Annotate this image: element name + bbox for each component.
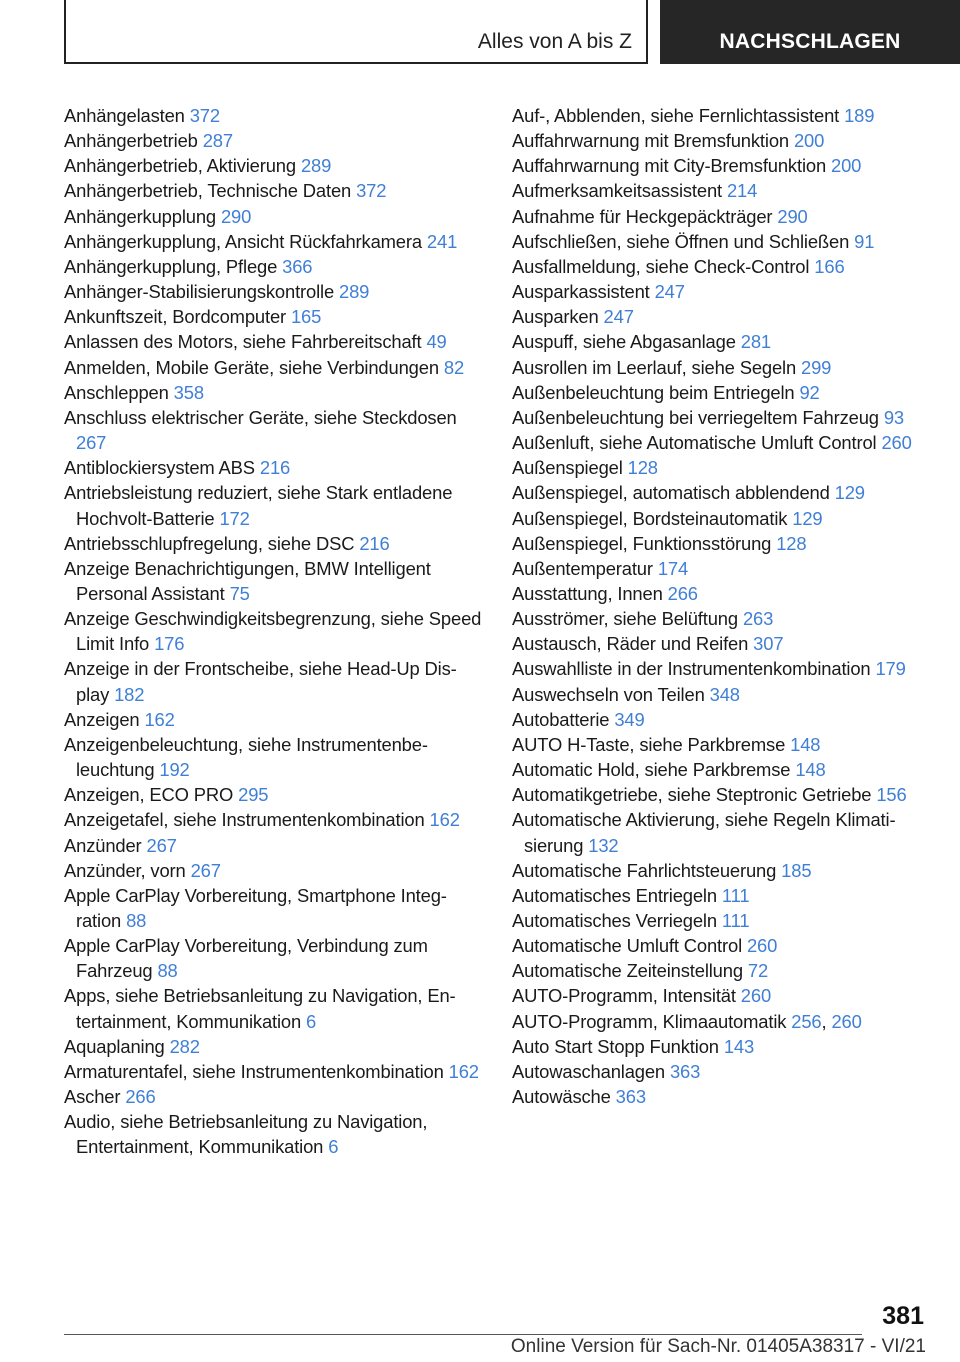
- index-entry: [64, 229, 482, 254]
- index-term: Automatikgetriebe, siehe Steptronic Getriebe: [512, 784, 872, 806]
- index-term: AUTO-Programm, Klimaautomatik: [512, 1010, 787, 1032]
- page-link[interactable]: 372: [356, 180, 387, 202]
- index-entry: [512, 355, 932, 380]
- index-term: Anzeigen, ECO PRO: [64, 784, 234, 806]
- index-term: Apple CarPlay Vorbereitung, Smartphone Integration: [64, 884, 447, 931]
- index-entry: [64, 279, 482, 304]
- index-entry: [512, 455, 932, 480]
- page-link[interactable]: 200: [793, 130, 825, 152]
- page-link[interactable]: 128: [776, 532, 807, 554]
- page-link[interactable]: 260: [740, 985, 772, 1007]
- page-link[interactable]: 216: [259, 457, 291, 479]
- index-term: Auto Start Stopp Funktion: [512, 1035, 719, 1057]
- index-term: Anzeige Benachrichtigungen, BMW Intelligent Personal Assistant: [64, 557, 431, 604]
- page-link[interactable]: 148: [795, 759, 826, 781]
- index-entry: [512, 656, 932, 681]
- index-term: Anhängerbetrieb, Technische Daten: [64, 180, 352, 202]
- page-link[interactable]: 176: [154, 633, 185, 655]
- page-link[interactable]: 260: [831, 1010, 862, 1032]
- page-link[interactable]: 348: [709, 683, 740, 705]
- index-term: Anzeige in der Frontscheibe, siehe Head-Up Display: [64, 658, 457, 705]
- page-link[interactable]: 290: [220, 205, 252, 227]
- index-entry: [512, 153, 932, 178]
- page-link[interactable]: 267: [190, 859, 221, 881]
- index-term: Ausstattung, Innen: [512, 582, 663, 604]
- index-entry: [64, 329, 482, 354]
- index-entry: [64, 883, 482, 933]
- index-term: Anhängerbetrieb: [64, 130, 198, 152]
- index-term: Ausströmer, siehe Belüftung: [512, 608, 738, 630]
- page-link[interactable]: 75: [229, 582, 250, 604]
- index-entry: [64, 833, 482, 858]
- index-entry: [64, 707, 482, 732]
- page-link[interactable]: 93: [883, 406, 904, 428]
- page-link[interactable]: 172: [219, 507, 250, 529]
- index-entry: [512, 178, 932, 203]
- index-entry: [512, 304, 932, 329]
- index-entry: [512, 480, 932, 505]
- section-title: Alles von A bis Z: [477, 30, 632, 53]
- index-entry: [512, 1034, 932, 1059]
- index-term: Außenbeleuchtung beim Entriegeln: [512, 381, 795, 403]
- page-number: 381: [882, 1302, 924, 1330]
- index-term: Automatisches Verriegeln: [512, 910, 717, 931]
- index-entry: [64, 782, 482, 807]
- index-term: Automatisches Entriegeln: [512, 884, 717, 906]
- page-link[interactable]: 260: [746, 935, 778, 957]
- index-term: Austausch, Räder und Reifen: [512, 633, 749, 655]
- page-link[interactable]: 132: [588, 834, 619, 856]
- index-entry: [512, 732, 932, 757]
- index-entry: [512, 254, 932, 279]
- page-link[interactable]: 282: [169, 1035, 200, 1057]
- index-entry: [64, 858, 482, 883]
- index-entry: [512, 581, 932, 606]
- index-term: Aufschließen, siehe Öffnen und Schließen: [512, 230, 850, 252]
- page-link[interactable]: 349: [614, 708, 645, 730]
- index-term: Anschluss elektrischer Geräte, siehe Steckdosen: [64, 406, 457, 428]
- page-link[interactable]: 260: [881, 432, 912, 454]
- index-entry: [512, 606, 932, 631]
- page-link[interactable]: 192: [159, 759, 190, 781]
- index-term: Anhängerkupplung, Ansicht Rückfahrkamera: [64, 230, 422, 252]
- index-entry: [64, 656, 482, 706]
- page-link[interactable]: 129: [834, 482, 865, 504]
- index-entry: [512, 405, 932, 430]
- index-entry: [512, 103, 932, 128]
- index-term: Auffahrwarnung mit City-Bremsfunktion: [512, 155, 827, 177]
- index-entry: [512, 983, 932, 1008]
- index-entry: [512, 430, 932, 455]
- index-term: Anhängerkupplung: [64, 205, 217, 227]
- page-link[interactable]: 166: [814, 255, 845, 277]
- index-term: Anzeigenbeleuchtung, siehe Instrumentenbeleuchtung: [64, 733, 428, 781]
- index-entry: [64, 1109, 482, 1159]
- page-link[interactable]: 82: [443, 356, 465, 378]
- page-link[interactable]: 111: [721, 910, 750, 931]
- index-term: Ausfallmeldung, siehe Check-Control: [512, 255, 810, 277]
- page-link[interactable]: 266: [125, 1086, 156, 1108]
- index-entry: [64, 304, 482, 329]
- index-entry: [64, 556, 482, 606]
- index-term: Ausparkassistent: [512, 281, 650, 303]
- index-entry: [64, 1084, 482, 1109]
- index-entry: [64, 933, 482, 983]
- index-entry: [64, 455, 482, 480]
- index-entry: [64, 153, 482, 178]
- index-entry: [64, 480, 482, 530]
- page-link[interactable]: 162: [429, 809, 460, 831]
- index-term: Autowaschanlagen: [512, 1060, 666, 1082]
- index-term: Automatic Hold, siehe Parkbremse: [512, 759, 791, 781]
- index-entry: [64, 1034, 482, 1059]
- page-link[interactable]: 256: [791, 1010, 822, 1032]
- index-entry: [512, 279, 932, 304]
- page-link[interactable]: 88: [126, 910, 147, 931]
- index-term: Anhänger-Stabilisierungskontrolle: [64, 281, 335, 303]
- index-term: Anhängerkupplung, Pflege: [64, 255, 278, 277]
- page-link[interactable]: 182: [114, 683, 145, 705]
- page-link[interactable]: 185: [781, 859, 812, 881]
- index-term: Automatische Zeiteinstellung: [512, 960, 743, 982]
- index-term: Autowäsche: [512, 1086, 611, 1108]
- page-link[interactable]: 267: [76, 432, 107, 454]
- index-term: Anzeige Geschwindigkeitsbegrenzung, siehe Speed Limit Info: [64, 608, 482, 655]
- index-entry: [64, 128, 482, 153]
- index-term: Ausparken: [512, 306, 599, 328]
- page-link[interactable]: 247: [603, 306, 634, 328]
- index-term: Anzünder: [64, 834, 142, 856]
- index-entry: [64, 254, 482, 279]
- index-term: Antriebsschlupfregelung, siehe DSC: [64, 532, 355, 554]
- index-term: Außenspiegel, Bordsteinautomatik: [512, 507, 788, 529]
- index-term: Auswechseln von Teilen: [512, 683, 705, 705]
- index-term: Anhängelasten: [64, 105, 185, 126]
- index-entry: [512, 1084, 932, 1109]
- page-link[interactable]: 49: [426, 331, 447, 353]
- index-entry: [512, 229, 932, 254]
- page-link[interactable]: 289: [339, 281, 370, 303]
- index-term: Audio, siehe Betriebsanleitung zu Navigation, Entertainment, Kommunikation: [64, 1111, 428, 1158]
- page-link[interactable]: 143: [723, 1035, 755, 1057]
- index-entry: [512, 204, 932, 229]
- index-entry: [512, 908, 932, 933]
- page-link[interactable]: 214: [726, 180, 758, 202]
- index-term: Anzünder, vorn: [64, 859, 186, 881]
- page-link[interactable]: 189: [844, 105, 875, 126]
- index-entry: [512, 858, 932, 883]
- index-entry: [512, 329, 932, 354]
- index-term: Apps, siehe Betriebsanleitung zu Navigation, Entertainment, Kommunikation: [64, 985, 456, 1032]
- index-entry: [512, 807, 932, 857]
- page-link[interactable]: 162: [144, 708, 175, 730]
- page-link[interactable]: 241: [426, 230, 458, 252]
- index-entry: [64, 606, 482, 656]
- index-entry: [512, 707, 932, 732]
- page-link[interactable]: 92: [799, 381, 820, 403]
- index-entry: [64, 983, 482, 1033]
- index-term: AUTO-Programm, Intensität: [512, 985, 736, 1007]
- page-link[interactable]: 6: [306, 1010, 317, 1032]
- page-link[interactable]: 289: [300, 155, 332, 177]
- index-term: Aquaplaning: [64, 1035, 165, 1057]
- index-term: Außenbeleuchtung bei verriegeltem Fahrzeug: [512, 406, 879, 428]
- index-term: Außenspiegel, automatisch abblendend: [512, 482, 830, 504]
- index-term: Automatische Aktivierung, siehe Regeln Klimatisierung: [512, 809, 896, 856]
- index-term: Auswahlliste in der Instrumentenkombination: [512, 658, 871, 680]
- page-link[interactable]: 88: [157, 960, 178, 982]
- index-entry: [512, 782, 932, 807]
- index-term: Aufmerksamkeitsassistent: [512, 180, 723, 202]
- index-entry: [512, 128, 932, 153]
- page-link[interactable]: 363: [615, 1086, 646, 1108]
- index-entry: [512, 883, 932, 908]
- page-link[interactable]: 111: [721, 884, 750, 906]
- index-term: Anzeigetafel, siehe Instrumentenkombination: [64, 809, 425, 831]
- page-link[interactable]: 372: [189, 105, 220, 126]
- index-entry: [64, 204, 482, 229]
- page-link[interactable]: 200: [831, 155, 862, 177]
- page-link[interactable]: 281: [740, 331, 771, 353]
- page-link[interactable]: 295: [238, 784, 269, 806]
- index-entry: [64, 103, 482, 128]
- page-link[interactable]: 6: [328, 1136, 339, 1158]
- index-column-right: [512, 103, 932, 1109]
- index-term: Ascher: [64, 1086, 121, 1108]
- index-term: Armaturentafel, siehe Instrumentenkombination: [64, 1060, 444, 1082]
- index-term: Auspuff, siehe Abgasanlage: [512, 331, 736, 353]
- index-entry: [512, 380, 932, 405]
- index-term: Automatische Fahrlichtsteuerung: [512, 859, 777, 881]
- index-term: Autobatterie: [512, 708, 610, 730]
- page-link[interactable]: 358: [173, 381, 204, 403]
- page-link[interactable]: 91: [854, 230, 875, 252]
- index-entry: [512, 933, 932, 958]
- page-link[interactable]: 287: [202, 130, 233, 152]
- index-entry: [64, 405, 482, 455]
- page-link[interactable]: 307: [753, 633, 784, 655]
- index-entry: [64, 807, 482, 832]
- index-term: Außenspiegel, Funktionsstörung: [512, 532, 772, 554]
- page-link[interactable]: 299: [801, 356, 832, 378]
- footer-note: Online Version für Sach-Nr. 01405A38317 - VI/21: [510, 1336, 926, 1357]
- index-term: Anhängerbetrieb, Aktivierung: [64, 155, 296, 177]
- header-frame: [64, 0, 648, 64]
- index-term: Anzeigen: [64, 708, 140, 730]
- page-link[interactable]: 290: [777, 205, 808, 227]
- index-entry: [512, 682, 932, 707]
- index-entry: [64, 355, 482, 380]
- index-term: Anmelden, Mobile Geräte, siehe Verbindungen: [64, 356, 439, 378]
- index-entry: [512, 958, 932, 983]
- index-term: Ausrollen im Leerlauf, siehe Segeln: [512, 356, 797, 378]
- page-link[interactable]: 148: [790, 733, 821, 755]
- index-term: AUTO H-Taste, siehe Parkbremse: [512, 733, 786, 755]
- index-term: Antriebsleistung reduziert, siehe Stark entladene Hochvolt-Batterie: [64, 482, 453, 529]
- index-entry: [512, 506, 932, 531]
- index-entry: [64, 178, 482, 203]
- page-link[interactable]: 247: [654, 281, 685, 303]
- index-term: Apple CarPlay Vorbereitung, Verbindung zum Fahrzeug: [64, 935, 428, 982]
- section-tab[interactable]: [660, 0, 960, 64]
- index-entry: [512, 1059, 932, 1084]
- index-term: Anschleppen: [64, 381, 169, 403]
- index-entry: [512, 556, 932, 581]
- index-term: Anlassen des Motors, siehe Fahrbereitschaft: [64, 331, 422, 353]
- index-term: Auffahrwarnung mit Bremsfunktion: [512, 130, 789, 152]
- page-link[interactable]: 179: [875, 658, 906, 680]
- section-tab-label: NACHSCHLAGEN: [719, 30, 901, 53]
- index-entry: [64, 531, 482, 556]
- index-column-left: [64, 103, 482, 1160]
- page-link[interactable]: 174: [657, 557, 689, 579]
- page-link[interactable]: 128: [627, 457, 658, 479]
- index-entry: [64, 1059, 482, 1084]
- index-term: Aufnahme für Heckgepäckträger: [512, 205, 773, 227]
- page-link[interactable]: 162: [448, 1060, 479, 1082]
- index-entry: [512, 531, 932, 556]
- index-term: Automatische Umluft Control: [512, 935, 743, 957]
- page-link[interactable]: 363: [669, 1060, 701, 1082]
- index-term: Außenspiegel: [512, 457, 623, 479]
- index-term: Ankunftszeit, Bordcomputer: [64, 306, 287, 328]
- page-link[interactable]: 267: [146, 834, 177, 856]
- index-term: Außentemperatur: [512, 557, 653, 579]
- index-entry: [64, 732, 482, 782]
- index-entry: [64, 380, 482, 405]
- index-term: Auf-, Abblenden, siehe Fernlichtassistent: [512, 105, 840, 126]
- page-link[interactable]: 216: [359, 532, 390, 554]
- page-link[interactable]: 129: [792, 507, 823, 529]
- page-link[interactable]: 366: [282, 255, 313, 277]
- index-entry: [512, 757, 932, 782]
- index-term: Antiblockiersystem ABS: [64, 457, 255, 479]
- page-link[interactable]: 266: [667, 582, 698, 604]
- index-entry: AUTO-Programm, Klimaautomatik 256, 260: [512, 1010, 862, 1032]
- index-entry: [512, 631, 932, 656]
- index-term: Außenluft, siehe Automatische Umluft Control: [512, 432, 877, 454]
- page-link[interactable]: 72: [747, 960, 769, 982]
- footer-divider: [64, 1334, 862, 1335]
- page-link[interactable]: 165: [290, 306, 322, 328]
- page-link[interactable]: 156: [876, 784, 907, 806]
- page-link[interactable]: 263: [742, 608, 774, 630]
